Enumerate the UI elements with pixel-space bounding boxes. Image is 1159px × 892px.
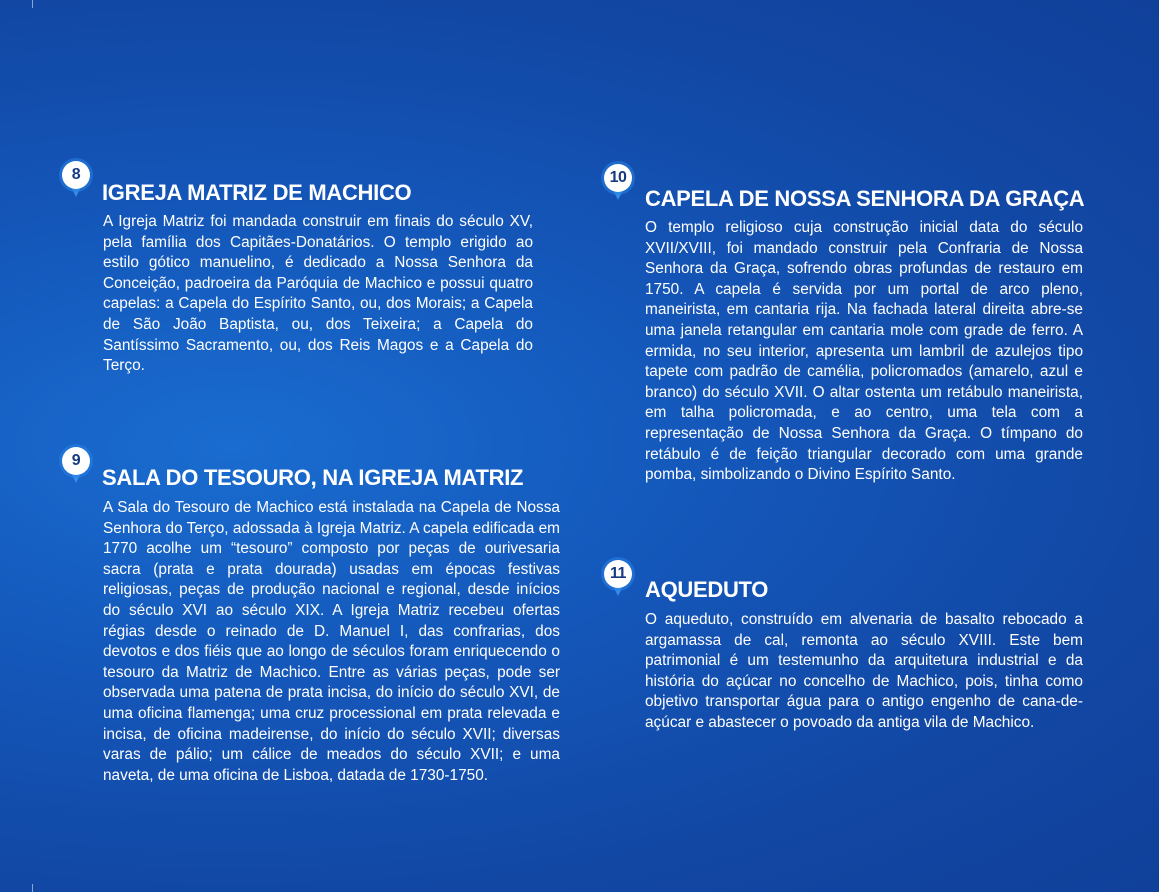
section-number: 8 [71, 166, 81, 183]
section-body: O aqueduto, construído em alvenaria de basalto rebocado a argamassa de cal, remonta ao século XVIII. Este bem patrimonial é um testemunho da arquitetura industrial e da história do açúcar no concelho de Machico, pois, tinha como objetivo transportar água para o antigo engenho de cana-de-açúcar e abastecer o povoado da antiga vila de Machico. [645, 611, 1083, 731]
section-body: O templo religioso cuja construção inicial data do século XVII/XVIII, foi mandado construir pela Confraria de Nossa Senhora da Graça, sofrendo obras profundas de restauro em 1750. A capela é servida por um portal de arco pleno, maneirista, em cantaria rija. Na fachada lateral direita abre-se uma janela retangular em cantaria mole com grade de ferro. A ermida, no seu interior, apresenta um lambril de azulejos tipo tapete com padrão de camélia, policromados (amarelo, azul e branco) do século XVII. O altar ostenta um retábulo maneirista, em talha policromada, e ao centro, uma tela com a representação de Nossa Senhora da Graça. O tímpano do retábulo é de feição triangular decorado com uma grande pomba, simbolizando o Divino Espírito Santo. [645, 219, 1083, 484]
section-title: SALA DO TESOURO, NA IGREJA MATRIZ [102, 465, 524, 490]
section-title: AQUEDUTO [645, 577, 769, 602]
section-body: A Igreja Matriz foi mandada construir em finais do século XV, pela família dos Capitães-Donatários. O templo erigido ao estilo gótico manuelino, é dedicado a Nossa Senhora da Conceição, padroeira da Paróquia de Machico e possui quatro capelas: a Capela do Espírito Santo, ou, dos Morais; a Capela de São João Baptista, ou, dos Teixeira; a Capela do Santíssimo Sacramento, ou, dos Reis Magos e a Capela do Terço. [103, 213, 533, 375]
crop-mark-top [32, 0, 33, 8]
crop-mark-bottom [32, 884, 33, 892]
section-number: 10 [609, 169, 627, 186]
map-pin-icon [62, 447, 90, 485]
map-pin-icon [604, 164, 632, 202]
section-number: 9 [71, 452, 81, 469]
section-title: IGREJA MATRIZ DE MACHICO [102, 180, 412, 205]
map-pin-icon [604, 560, 632, 598]
section-title: CAPELA DE NOSSA SENHORA DA GRAÇA [645, 186, 1085, 211]
section-body: A Sala do Tesouro de Machico está instalada na Capela de Nossa Senhora do Terço, adossada à Igreja Matriz. A capela edificada em 1770 acolhe um “tesouro” composto por peças de ourivesaria sacra (prata e prata dourada) usadas em épocas festivas religiosas, peças de produção nacional e regional, desde inícios do século XVI ao século XIX. A Igreja Matriz recebeu ofertas régias desde o reinado de D. Manuel I, das confrarias, dos devotos e dos fiéis que ao longo de séculos foram enriquecendo o tesouro da Matriz de Machico. Entre as várias peças, pode ser observada uma patena de prata incisa, do início do século XVI, de uma oficina flamenga; uma cruz processional em prata relevada e incisa, de oficina madeirense, do início do século XVII; diversas varas de pálio; um cálice de meados do século XVII; e uma naveta, de uma oficina de Lisboa, datada de 1730-1750. [103, 499, 560, 784]
map-pin-icon [62, 161, 90, 199]
section-number: 11 [610, 565, 626, 582]
